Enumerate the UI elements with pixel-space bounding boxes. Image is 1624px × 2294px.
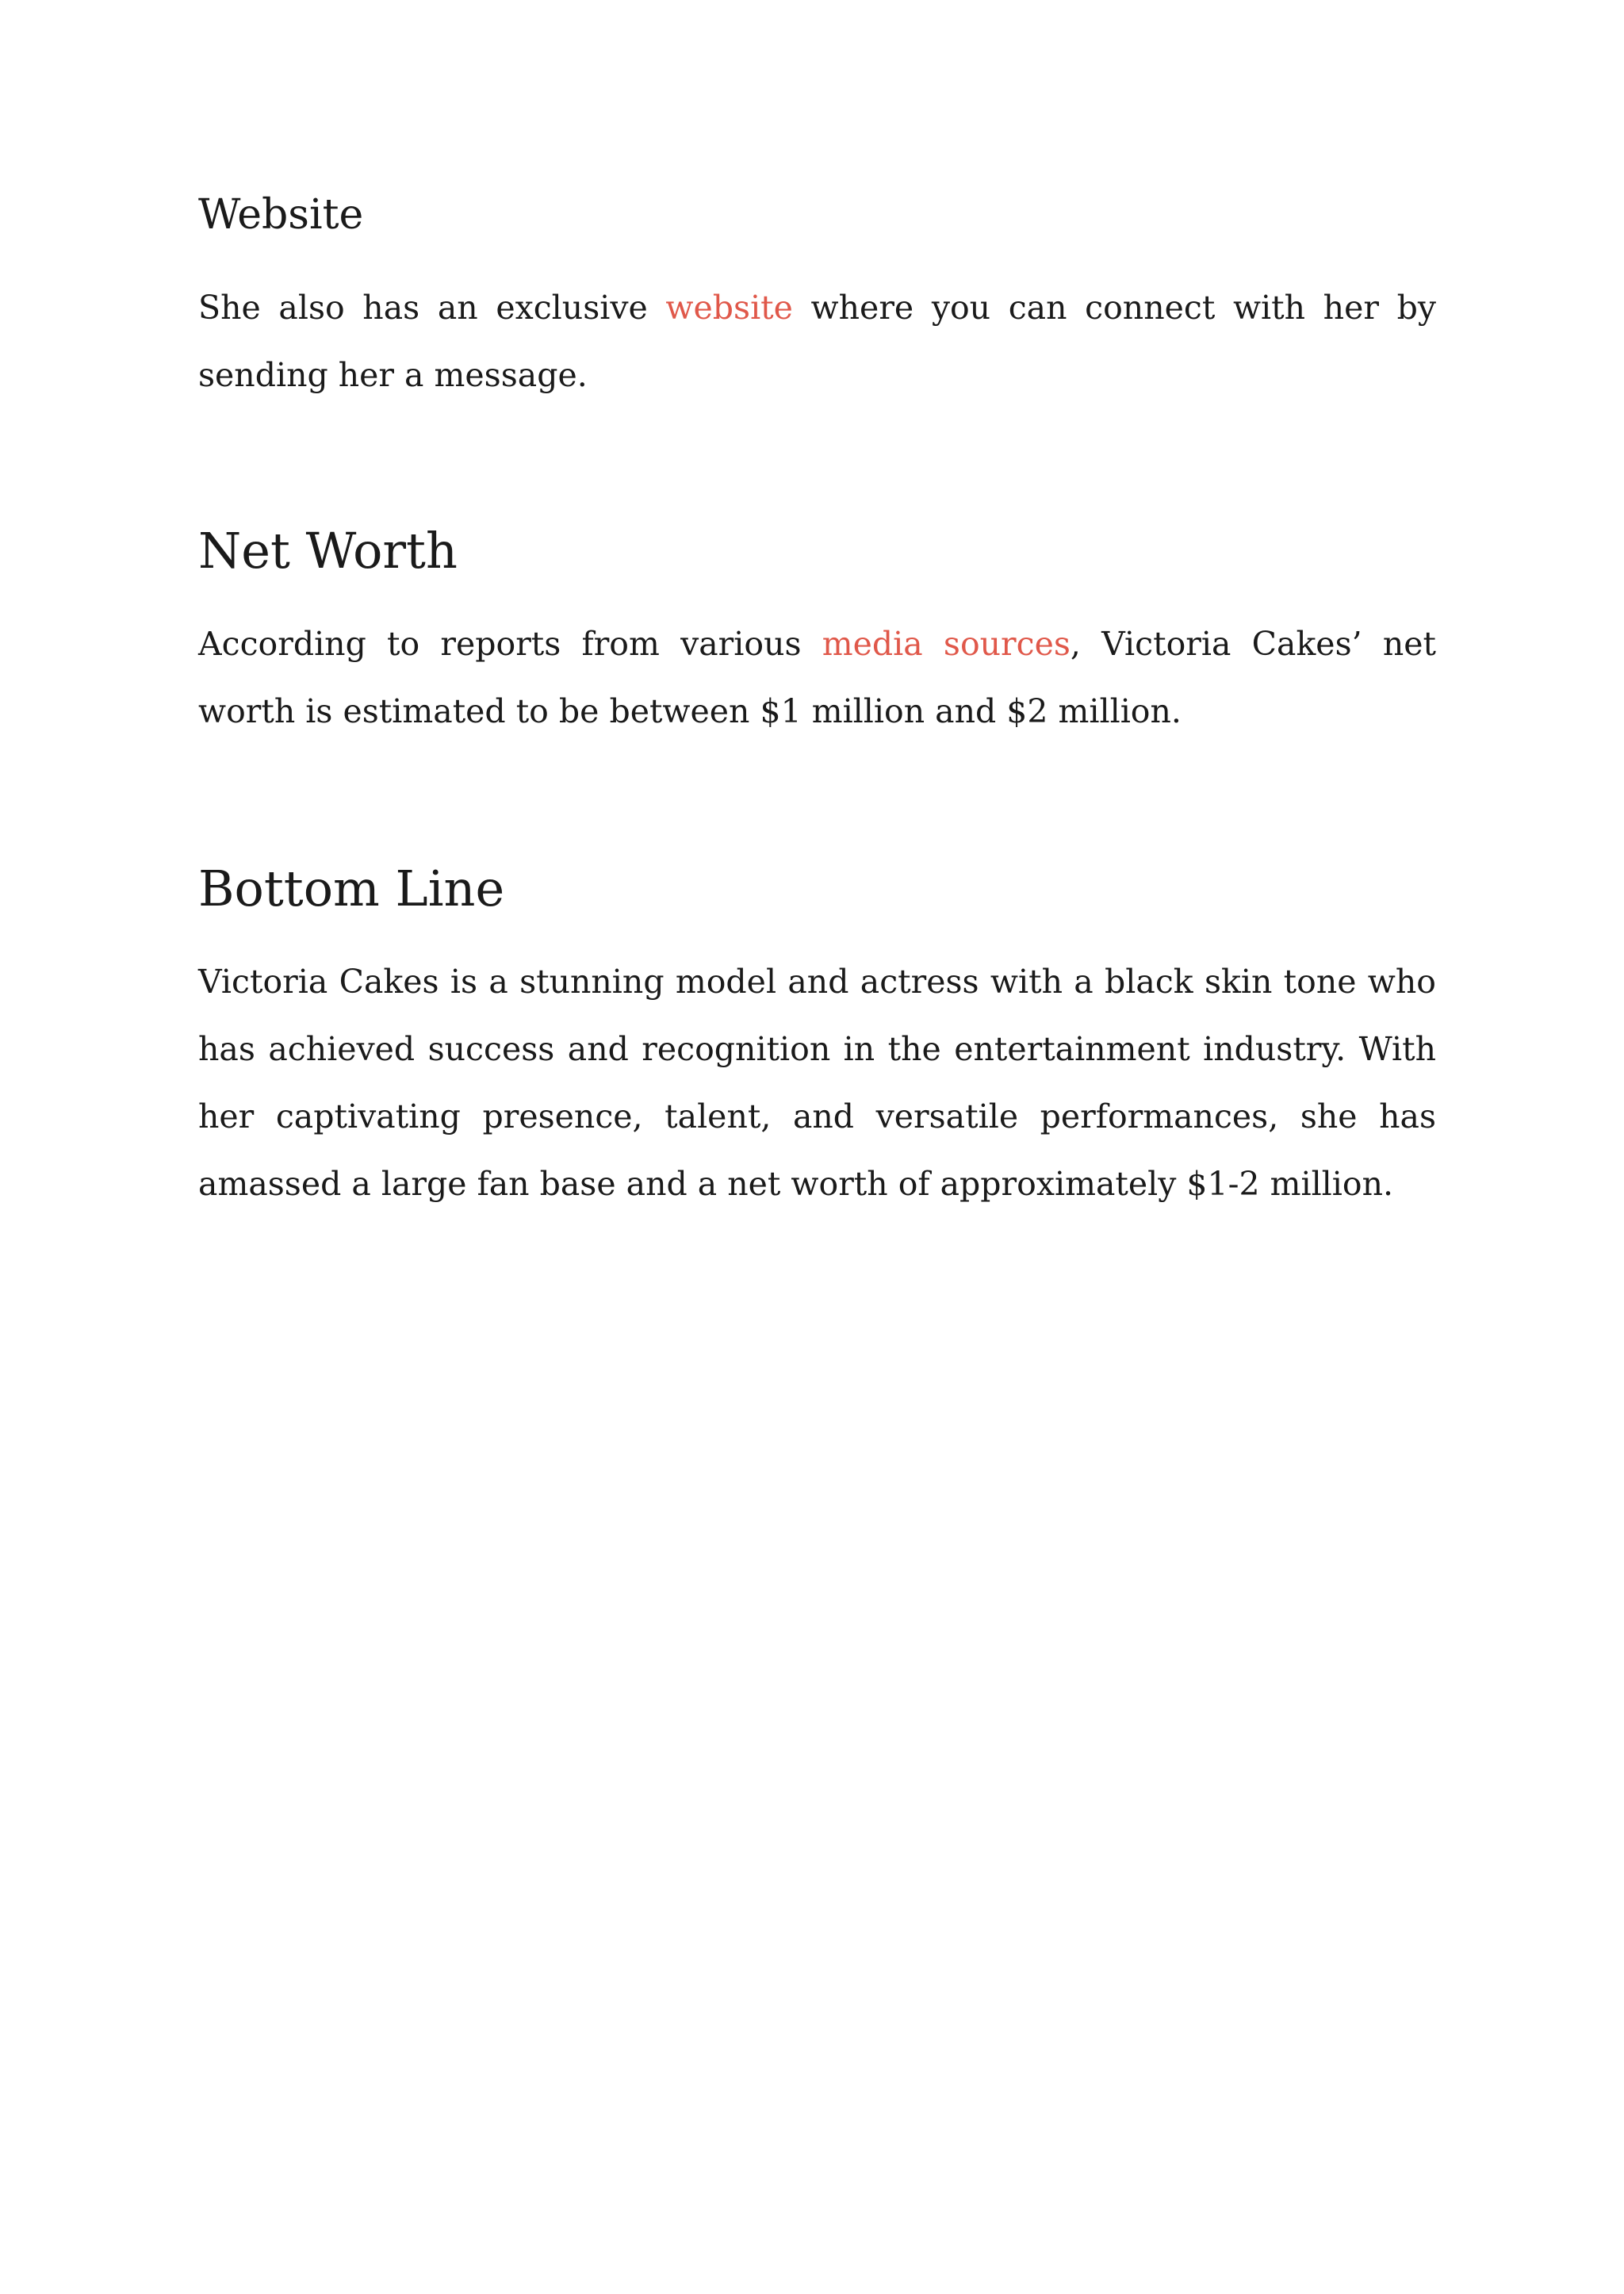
media-sources-link[interactable]: media sources: [822, 625, 1071, 664]
net-worth-section: [198, 522, 1436, 745]
net-worth-heading: Net Worth: [198, 522, 458, 580]
website-heading: Website: [198, 191, 364, 239]
net-worth-text-after: , Victoria Cakes’ net worth is estimated to be between $1 million and $2 million.: [198, 625, 1436, 731]
bottom-line-heading: Bottom Line: [198, 860, 505, 917]
website-link[interactable]: website: [665, 289, 793, 327]
net-worth-text-before: According to reports from various: [198, 625, 822, 664]
net-worth-paragraph: [198, 611, 1436, 745]
website-text-after: where you can connect with her by sending her a message.: [198, 289, 1436, 395]
bottom-line-paragraph: Victoria Cakes is a stunning model and actress with a black skin tone who has achieved success and recognition in the entertainment industry. With her captivating presence, talent, and versatile performances, she has amassed a large fan base and a net worth of approximately $1-2 million.: [198, 963, 1436, 1204]
website-paragraph: [198, 274, 1436, 409]
website-section: [198, 190, 1436, 409]
website-text-before: She also has an exclusive: [198, 289, 666, 327]
bottom-line-section: [198, 860, 1436, 1218]
